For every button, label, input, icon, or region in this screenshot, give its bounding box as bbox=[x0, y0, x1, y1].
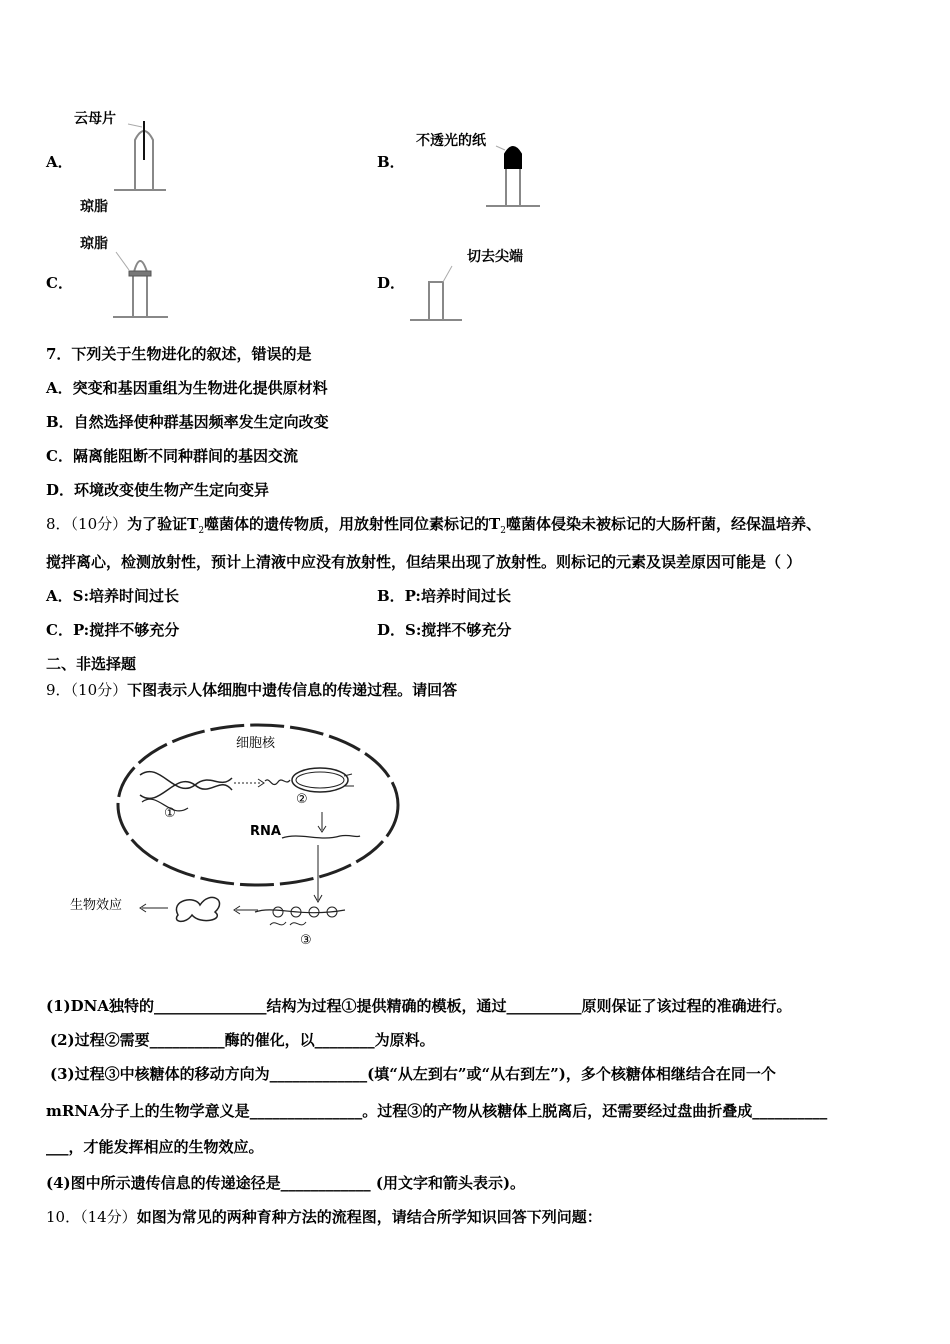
label-cut-tip: 切去尖端 bbox=[467, 249, 523, 265]
q8-option-c[interactable]: C．P:搅拌不够充分 bbox=[46, 621, 180, 639]
label-rna: RNA bbox=[250, 824, 281, 839]
figure-b-coleoptile-paper bbox=[486, 146, 540, 206]
q9-sub2: (2)过程②需要__________酶的催化，以________为原料。 bbox=[50, 1031, 435, 1049]
q9-sub4: (4)图中所示遗传信息的传递途径是____________ (用文字和箭头表示)。 bbox=[46, 1174, 526, 1192]
q7-stem: 7．下列关于生物进化的叙述，错误的是 bbox=[46, 345, 312, 363]
q8-option-b[interactable]: B．P:培养时间过长 bbox=[377, 587, 511, 605]
option-b-letter[interactable]: B． bbox=[377, 153, 405, 171]
q8-num: 8．（10分） bbox=[46, 515, 128, 533]
q8-text-c: 噬菌体侵染未被标记的大肠杆菌，经保温培养、 bbox=[505, 515, 821, 533]
q8-stem-line1 bbox=[46, 514, 821, 541]
figure-d-coleoptile-cut bbox=[410, 266, 462, 320]
q8-text-a: 为了验证T bbox=[127, 515, 199, 533]
figure-a-coleoptile-mica bbox=[114, 121, 166, 190]
label-step2: ② bbox=[296, 792, 308, 807]
q8-sub: 2 bbox=[198, 526, 205, 536]
q7-option-c[interactable]: C．隔离能阻断不同种群间的基因交流 bbox=[46, 447, 298, 465]
label-opaque-paper: 不透光的纸 bbox=[416, 133, 486, 149]
q8-sub: 2 bbox=[500, 526, 506, 536]
figure-c-coleoptile-agar bbox=[113, 252, 168, 317]
label-mica: 云母片 bbox=[74, 111, 116, 127]
q9-num: 9．（10分） bbox=[46, 681, 128, 699]
q9-sub3-line2: mRNA分子上的生物学意义是_______________。过程③的产物从核糖体上脱离后，还需要经过盘曲折叠成__________ bbox=[46, 1102, 828, 1120]
q7-option-a[interactable]: A．突变和基因重组为生物进化提供原材料 bbox=[46, 379, 328, 397]
q8-option-a[interactable]: A．S:培养时间过长 bbox=[46, 587, 180, 605]
q7-option-d[interactable]: D．环境改变使生物产生定向变异 bbox=[46, 481, 270, 499]
q8-option-d[interactable]: D．S:搅拌不够充分 bbox=[377, 621, 512, 639]
q8-stem-line2: 搅拌离心，检测放射性，预计上清液中应没有放射性，但结果出现了放射性。则标记的元素及误差原因可能是（ ） bbox=[46, 553, 802, 571]
q9-text: 下图表示人体细胞中遗传信息的传递过程。请回答 bbox=[127, 681, 458, 699]
option-a-letter[interactable]: A． bbox=[46, 153, 73, 171]
section-heading: 二、非选择题 bbox=[46, 655, 137, 673]
label-agar-c: 琼脂 bbox=[80, 236, 108, 252]
q7-option-b[interactable]: B．自然选择使种群基因频率发生定向改变 bbox=[46, 413, 329, 431]
q9-stem bbox=[46, 680, 457, 700]
q9-sub1: (1)DNA独特的_______________结构为过程①提供精确的模板，通过__________原则保证了该过程的准确进行。 bbox=[46, 997, 792, 1015]
label-bio-effect: 生物效应 bbox=[70, 898, 123, 913]
label-step1: ① bbox=[164, 806, 176, 821]
q9-sub3-line1: (3)过程③中核糖体的移动方向为_____________(填“从左到右”或“从右到左”)，多个核糖体相继结合在同一个 bbox=[50, 1065, 776, 1083]
q10-text: 如图为常见的两种育种方法的流程图，请结合所学知识回答下列问题： bbox=[136, 1208, 602, 1226]
q10-num: 10．（14分） bbox=[46, 1208, 137, 1226]
label-agar-a: 琼脂 bbox=[80, 199, 108, 215]
q9-sub3-line3: ___，才能发挥相应的生物效应。 bbox=[46, 1138, 264, 1156]
label-nucleus: 细胞核 bbox=[236, 736, 276, 751]
option-d-letter[interactable]: D． bbox=[377, 274, 406, 292]
option-c-letter[interactable]: C． bbox=[46, 274, 73, 292]
label-step3: ③ bbox=[300, 933, 312, 948]
q10-stem bbox=[46, 1207, 602, 1227]
q8-text-b: 噬菌体的遗传物质，用放射性同位素标记的T bbox=[204, 515, 501, 533]
